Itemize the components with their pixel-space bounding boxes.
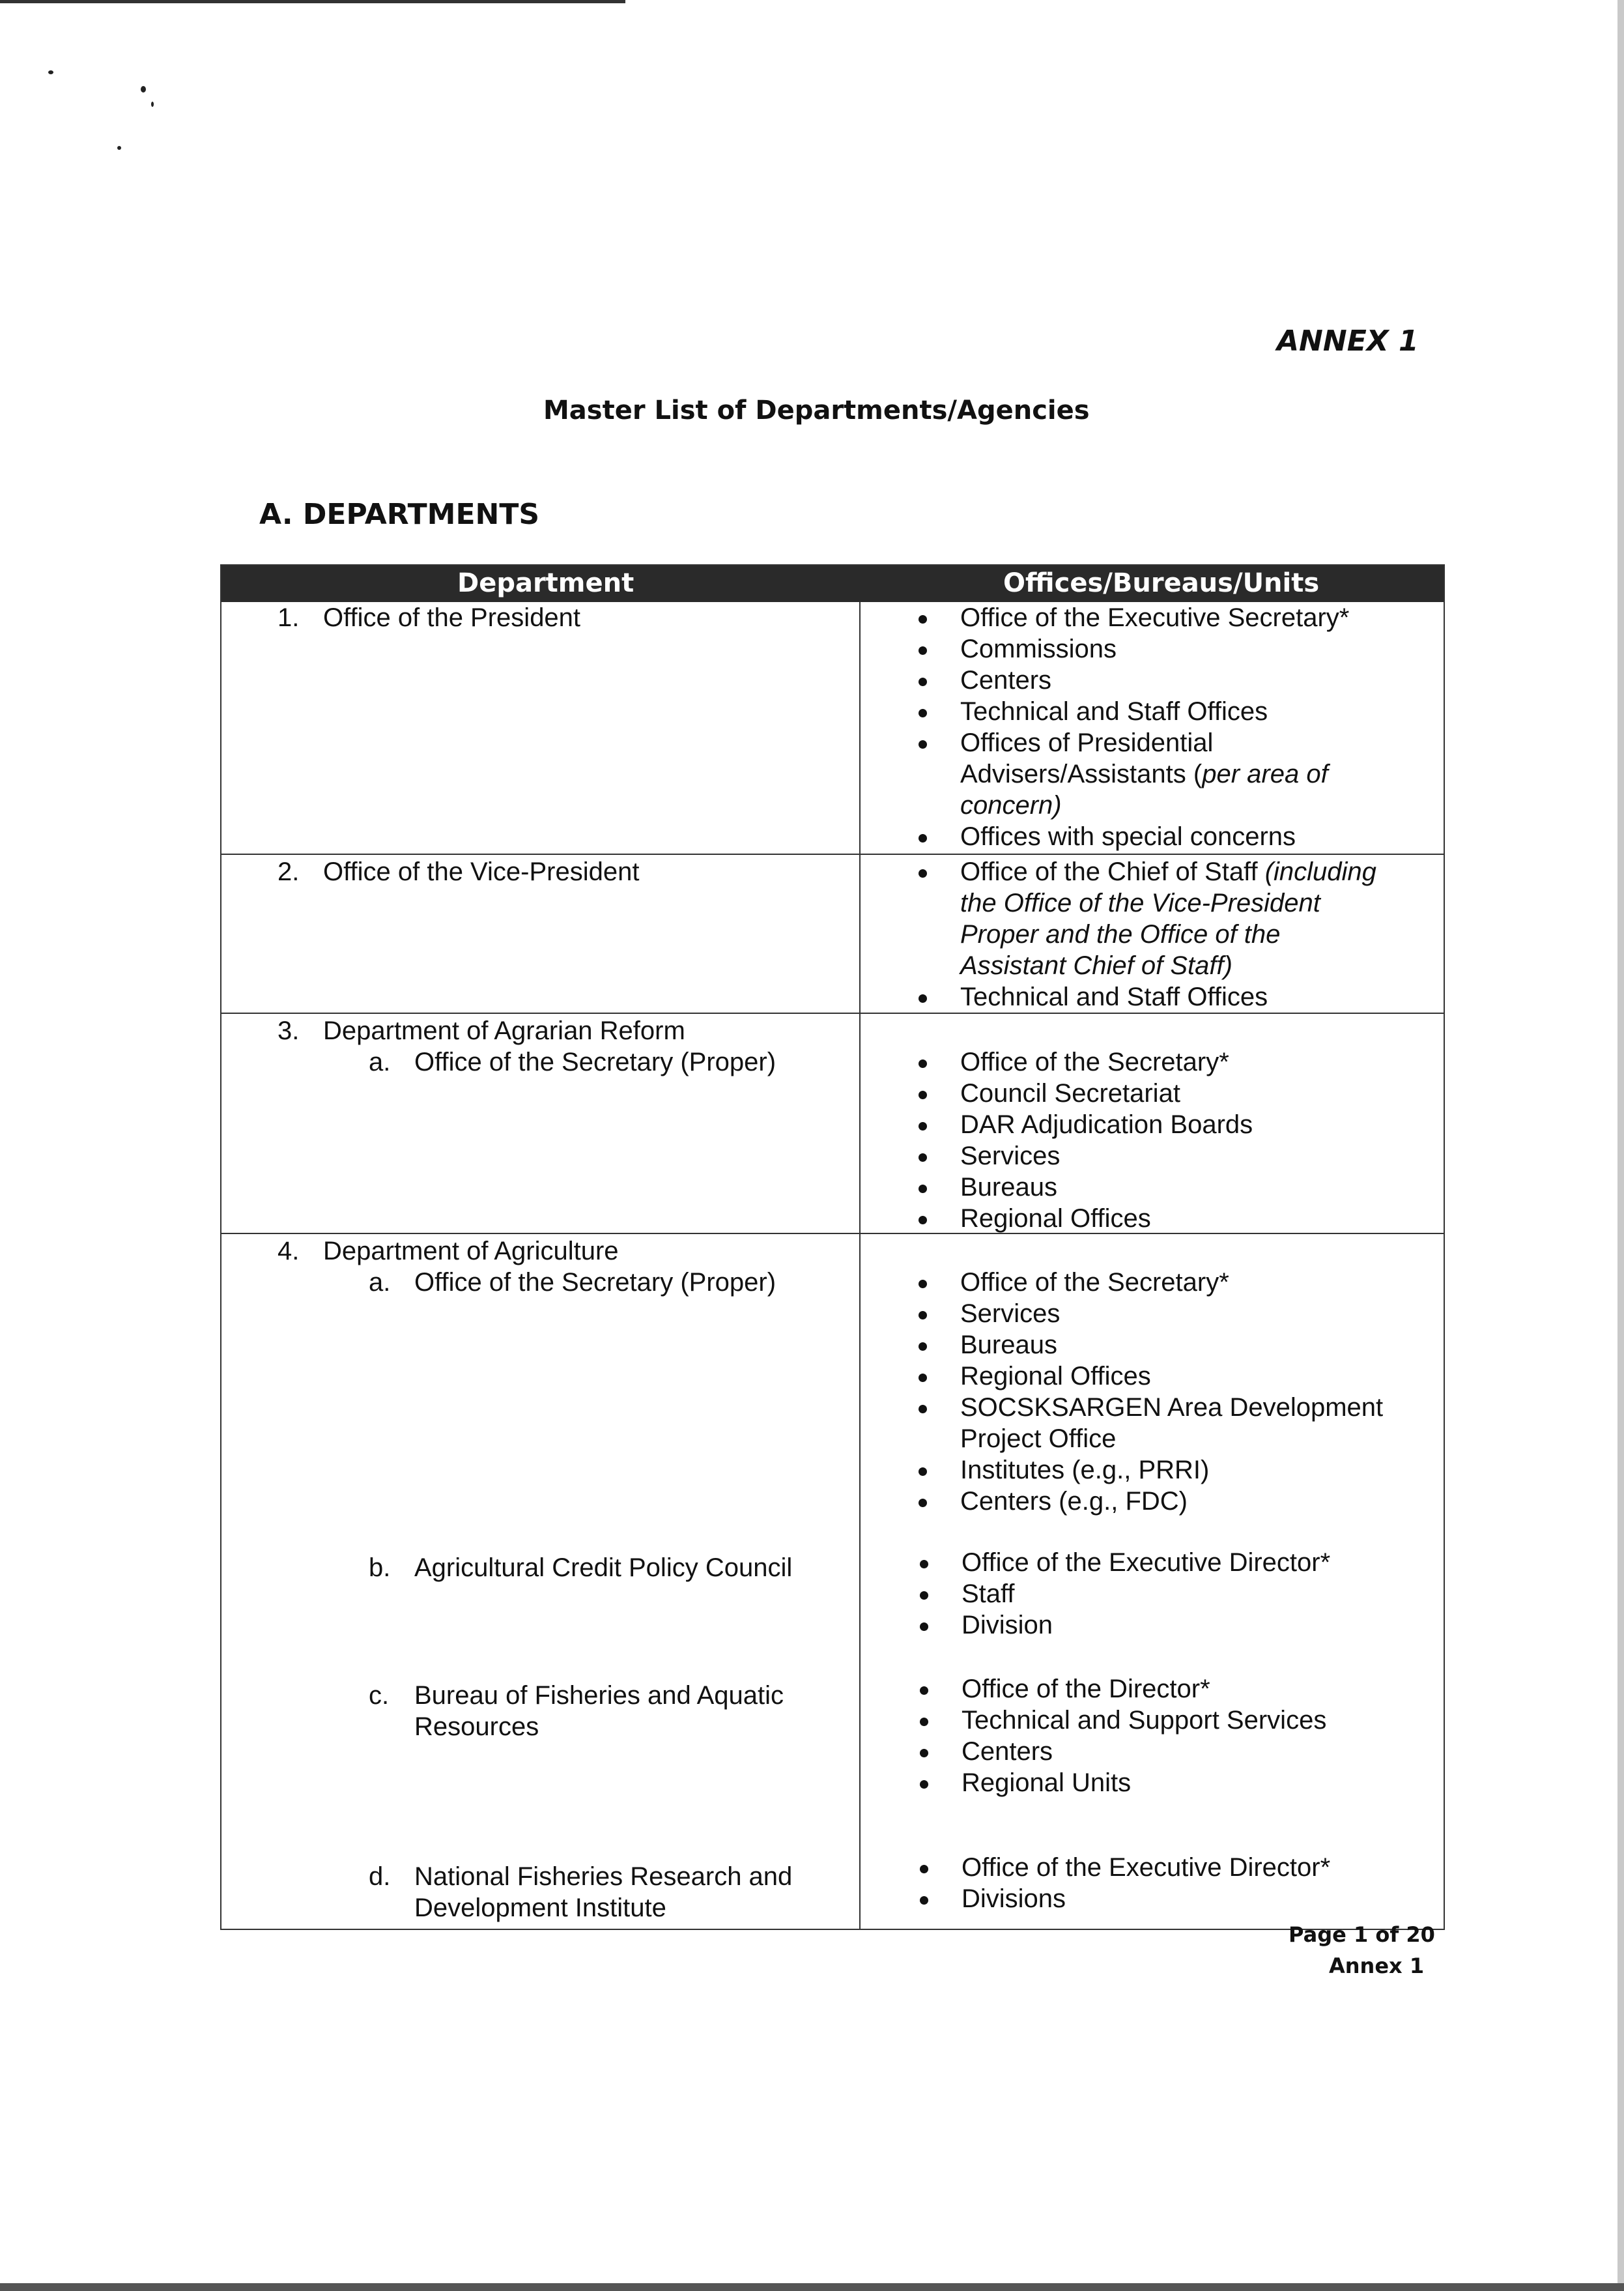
office-item: Bureaus (960, 1331, 1057, 1359)
office-item: Office of the Director* (962, 1675, 1210, 1703)
bullet-icon (919, 869, 927, 878)
office-item: Staff (962, 1579, 1015, 1608)
office-text: Office of the Chief of Staff (960, 857, 1258, 886)
sub-letter: c. (369, 1681, 390, 1710)
scan-top-line (0, 0, 625, 3)
office-item-continued: concern) (960, 791, 1062, 820)
bullet-icon (919, 615, 927, 624)
office-item: Office of the Executive Director* (962, 1548, 1331, 1577)
section-heading: A. DEPARTMENTS (259, 498, 540, 531)
department-name: Department of Agriculture (323, 1237, 619, 1265)
office-item: Office of the Executive Director* (962, 1853, 1331, 1882)
row-divider (221, 1013, 1444, 1014)
row-number: 4. (278, 1237, 300, 1265)
department-name: Office of the Vice-President (323, 857, 640, 886)
scan-speck (151, 102, 154, 107)
bullet-icon (919, 1374, 927, 1382)
bullet-icon (920, 1686, 928, 1695)
bullet-icon (919, 1185, 927, 1193)
office-item: Council Secretariat (960, 1079, 1180, 1108)
sub-office-name: National Fisheries Research and (414, 1862, 793, 1891)
bullet-icon (920, 1865, 928, 1873)
office-item: Commissions (960, 635, 1117, 663)
sub-office-name-continued: Development Institute (414, 1894, 666, 1922)
bullet-icon (919, 1405, 927, 1413)
footer-annex-label: Annex 1 (1329, 1953, 1425, 1978)
sub-letter: d. (369, 1862, 391, 1891)
scan-bottom-edge (0, 2283, 1624, 2291)
bullet-icon (919, 1342, 927, 1351)
scan-right-edge (1617, 0, 1624, 2291)
column-header-department: Department (457, 568, 634, 598)
bullet-icon (920, 1780, 928, 1789)
sub-office-name-continued: Resources (414, 1712, 539, 1741)
office-item-continued: Project Office (960, 1424, 1117, 1453)
office-item: Regional Offices (960, 1362, 1151, 1390)
sub-letter: a. (369, 1048, 391, 1076)
scan-speck (48, 70, 53, 74)
scan-speck (117, 146, 121, 150)
office-item: Offices of Presidential (960, 728, 1214, 757)
bullet-icon (920, 1622, 928, 1631)
bullet-icon (919, 709, 927, 717)
office-item: Regional Offices (960, 1204, 1151, 1233)
sub-office-name: Agricultural Credit Policy Council (414, 1553, 793, 1582)
column-divider (859, 602, 861, 1929)
office-item: SOCSKSARGEN Area Development (960, 1393, 1384, 1422)
office-item: Divisions (962, 1884, 1066, 1913)
bullet-icon (919, 994, 927, 1003)
office-item-continued (960, 758, 1328, 790)
office-item: Services (960, 1142, 1061, 1170)
row-number: 3. (278, 1016, 300, 1045)
office-item: Office of the Secretary* (960, 1048, 1229, 1076)
office-item: Office of the Secretary* (960, 1268, 1229, 1297)
row-number: 2. (278, 857, 300, 886)
bullet-icon (919, 834, 927, 843)
sub-office-name: Office of the Secretary (Proper) (414, 1268, 776, 1297)
page-title: Master List of Departments/Agencies (543, 396, 1090, 425)
bullet-icon (920, 1591, 928, 1600)
office-item: Centers (962, 1737, 1053, 1766)
page-number: Page 1 of 20 (1289, 1922, 1435, 1947)
bullet-icon (919, 1122, 927, 1131)
office-item: Technical and Staff Offices (960, 697, 1268, 726)
departments-table (220, 564, 1445, 1930)
office-item: Regional Units (962, 1768, 1132, 1797)
office-text: Advisers/Assistants ( (960, 760, 1203, 788)
office-item: Office of the Executive Secretary* (960, 603, 1350, 632)
bullet-icon (920, 1749, 928, 1757)
bullet-icon (919, 1311, 927, 1319)
bullet-icon (919, 646, 927, 655)
sub-office-name: Office of the Secretary (Proper) (414, 1048, 776, 1076)
office-item: DAR Adjudication Boards (960, 1110, 1253, 1139)
office-item (960, 856, 1376, 887)
sub-letter: a. (369, 1268, 391, 1297)
bullet-icon (920, 1896, 928, 1905)
office-item: Services (960, 1299, 1061, 1328)
office-item: Technical and Support Services (962, 1706, 1327, 1735)
bullet-icon (919, 1153, 927, 1162)
bullet-icon (919, 678, 927, 686)
office-item: Division (962, 1611, 1053, 1639)
bullet-icon (920, 1718, 928, 1726)
office-item-continued: Assistant Chief of Staff) (960, 951, 1232, 980)
row-number: 1. (278, 603, 300, 632)
sub-office-name: Bureau of Fisheries and Aquatic (414, 1681, 784, 1710)
scan-speck (141, 86, 146, 93)
office-item: Institutes (e.g., PRRI) (960, 1456, 1210, 1484)
office-item: Bureaus (960, 1173, 1057, 1202)
bullet-icon (919, 1059, 927, 1068)
bullet-icon (919, 1280, 927, 1288)
row-divider (221, 1233, 1444, 1234)
annex-label: ANNEX 1 (1277, 324, 1419, 358)
department-name: Department of Agrarian Reform (323, 1016, 685, 1045)
office-item: Centers (e.g., FDC) (960, 1487, 1188, 1516)
table-header (221, 566, 1444, 602)
office-item: Technical and Staff Offices (960, 983, 1268, 1011)
office-item-continued: Proper and the Office of the (960, 920, 1281, 949)
bullet-icon (919, 740, 927, 749)
bullet-icon (920, 1560, 928, 1568)
bullet-icon (919, 1216, 927, 1224)
bullet-icon (919, 1091, 927, 1099)
office-text-italic: (including (1264, 857, 1376, 886)
bullet-icon (919, 1499, 927, 1507)
office-item-continued: the Office of the Vice-President (960, 889, 1320, 917)
column-header-offices: Offices/Bureaus/Units (1003, 568, 1320, 598)
department-name: Office of the President (323, 603, 581, 632)
row-divider (221, 854, 1444, 855)
office-item: Offices with special concerns (960, 822, 1296, 851)
bullet-icon (919, 1467, 927, 1476)
office-text-italic: per area of (1202, 760, 1328, 788)
office-item: Centers (960, 666, 1052, 695)
sub-letter: b. (369, 1553, 391, 1582)
